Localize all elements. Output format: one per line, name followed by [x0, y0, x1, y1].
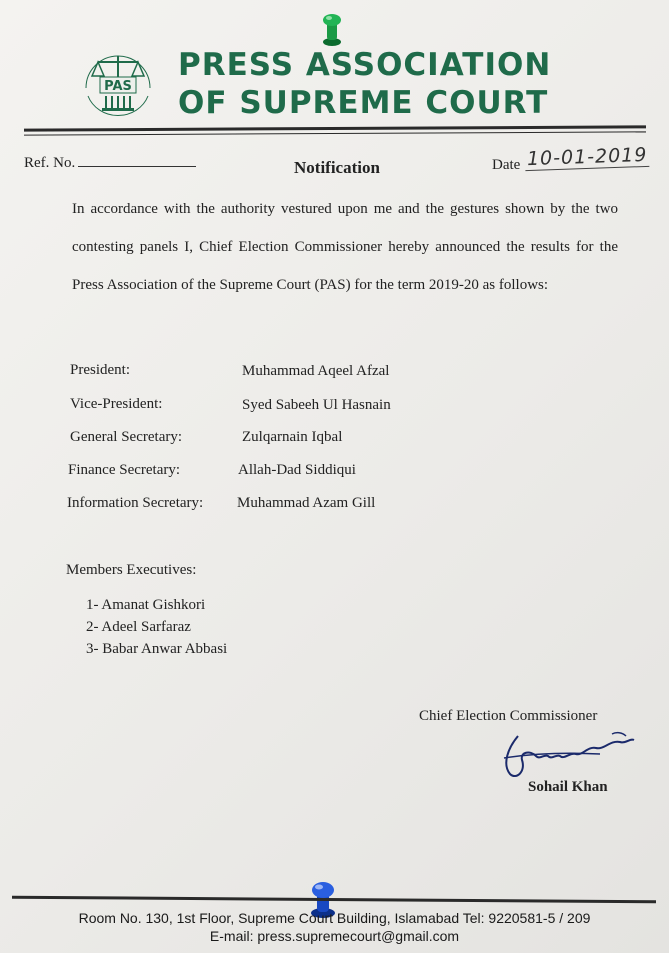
office-label: Finance Secretary: [68, 462, 181, 478]
signatory-title: Chief Election Commissioner [419, 708, 598, 724]
date-label: Date [492, 157, 521, 173]
office-holder: Muhammad Aqeel Afzal [242, 363, 390, 379]
footer-address: Room No. 130, 1st Floor, Supreme Court Building, Islamabad Tel: 9220581-5 / 209 [78, 910, 591, 926]
members-heading: Members Executives: [66, 562, 197, 578]
seal-text: PAS [104, 79, 132, 94]
ref-number [24, 155, 196, 172]
ref-label: Ref. No. [24, 155, 76, 171]
letterhead-title [178, 46, 551, 122]
office-holder: Zulqarnain Iqbal [242, 429, 343, 445]
office-label: Information Secretary: [67, 495, 204, 511]
handwritten-signature [500, 728, 640, 784]
notification-heading: Notification [294, 158, 380, 177]
body-paragraph [72, 190, 618, 304]
office-holder: Syed Sabeeh Ul Hasnain [242, 397, 391, 413]
office-holder: Allah-Dad Siddiqui [238, 462, 356, 478]
office-label: General Secretary: [70, 429, 183, 445]
body-text: In accordance with the authority vestured upon me and the gestures shown by the two contesting panels I, Chief Election Commissioner hereby announced the results for the Press Association of the Supreme Court (PAS) for the term 2019-20 as follows: [72, 201, 618, 293]
member-item: 1- Amanat Gishkori [86, 597, 206, 613]
association-seal-logo [76, 50, 160, 126]
office-label: Vice-President: [70, 396, 163, 412]
member-item: 3- Babar Anwar Abbasi [86, 641, 228, 657]
office-holder: Muhammad Azam Gill [237, 495, 376, 511]
office-label: President: [70, 362, 130, 378]
member-item: 2- Adeel Sarfaraz [86, 619, 191, 635]
header-rule-bottom [24, 131, 646, 135]
ref-blank-line [78, 166, 196, 167]
date-value: 10-01-2019 [525, 144, 650, 171]
green-push-pin-icon [318, 12, 346, 48]
footer-email: E-mail: press.supremecourt@gmail.com [209, 928, 460, 944]
header-rule-top [24, 125, 646, 131]
title-line-2: OF SUPREME COURT [178, 85, 549, 121]
signatory-name: Sohail Khan [528, 779, 608, 795]
title-line-1: PRESS ASSOCIATION [178, 47, 552, 83]
